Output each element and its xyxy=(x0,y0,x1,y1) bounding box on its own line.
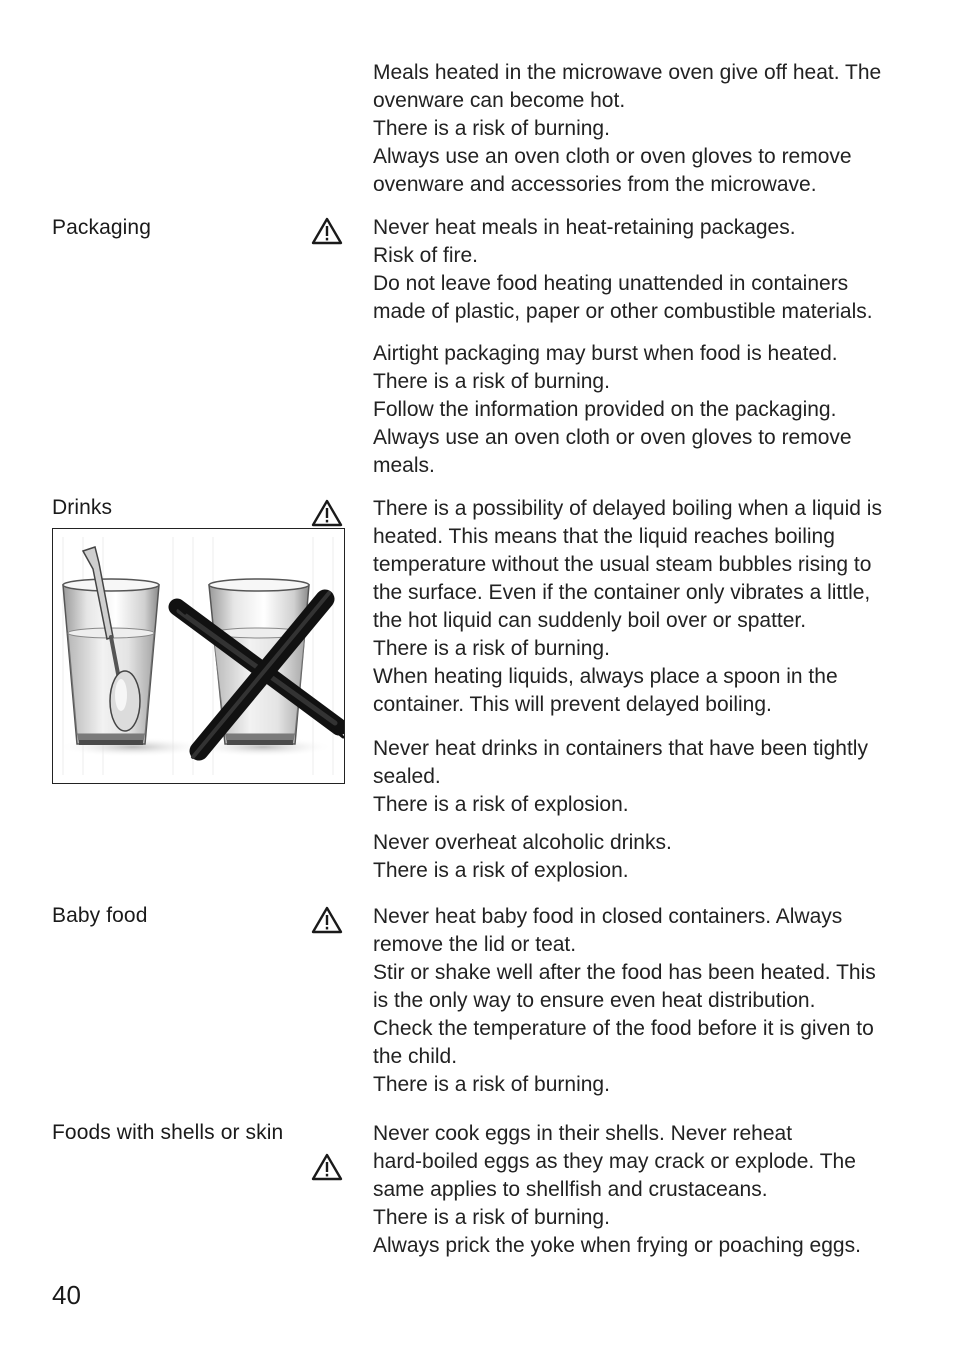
text-line: temperature without the usual steam bubbles rising to xyxy=(373,553,872,576)
page-number: 40 xyxy=(52,1280,81,1310)
intro-paragraph xyxy=(373,59,933,199)
section-label-shells-or-skin: Foods with shells or skin xyxy=(52,1121,284,1144)
text-line: heated. This means that the liquid reaches boiling xyxy=(373,525,835,548)
text-line: There is a risk of burning. xyxy=(373,117,610,140)
packaging-paragraph-2 xyxy=(373,340,933,480)
text-line: Airtight packaging may burst when food is heated. xyxy=(373,342,838,365)
glasses-illustration xyxy=(53,529,344,783)
drinks-paragraph-1 xyxy=(373,495,933,719)
warning-triangle-icon xyxy=(311,217,343,245)
warning-triangle-icon xyxy=(311,906,343,934)
text-line: Never heat drinks in containers that have been tightly xyxy=(373,737,868,760)
text-line: There is a risk of burning. xyxy=(373,1073,610,1096)
text-line: hard-boiled eggs as they may crack or explode. The xyxy=(373,1150,856,1173)
text-line: Do not leave food heating unattended in containers xyxy=(373,272,849,295)
text-line: Never cook eggs in their shells. Never reheat xyxy=(373,1122,793,1145)
text-line: There is a risk of explosion. xyxy=(373,793,629,816)
section-label-packaging: Packaging xyxy=(52,216,151,239)
shells-paragraph xyxy=(373,1120,933,1260)
warning-triangle-icon xyxy=(311,499,343,527)
packaging-paragraph-1 xyxy=(373,214,933,326)
text-line: sealed. xyxy=(373,765,441,788)
text-line: There is a risk of burning. xyxy=(373,1206,610,1229)
text-line: the surface. Even if the container only vibrates a little, xyxy=(373,581,871,604)
text-line: There is a possibility of delayed boiling when a liquid is xyxy=(373,497,882,520)
text-line: Always use an oven cloth or oven gloves to remove xyxy=(373,426,852,449)
text-line: made of plastic, paper or other combustible materials. xyxy=(373,300,873,323)
text-line: the child. xyxy=(373,1045,458,1068)
text-line: same applies to shellfish and crustaceans. xyxy=(373,1178,768,1201)
section-label-baby-food: Baby food xyxy=(52,904,148,927)
text-line: is the only way to ensure even heat distribution. xyxy=(373,989,816,1012)
text-line: the hot liquid can suddenly boil over or spatter. xyxy=(373,609,807,632)
text-line: ovenware can become hot. xyxy=(373,89,626,112)
text-line: Risk of fire. xyxy=(373,244,479,267)
text-line: There is a risk of explosion. xyxy=(373,859,629,882)
text-line: meals. xyxy=(373,454,435,477)
text-line: There is a risk of burning. xyxy=(373,370,610,393)
text-line: Never heat meals in heat-retaining packages. xyxy=(373,216,796,239)
text-line: remove the lid or teat. xyxy=(373,933,577,956)
text-line: Check the temperature of the food before it is given to xyxy=(373,1017,874,1040)
baby-food-paragraph xyxy=(373,903,933,1099)
drinks-paragraph-3 xyxy=(373,829,933,885)
text-line: There is a risk of burning. xyxy=(373,637,610,660)
text-line: Always use an oven cloth or oven gloves to remove xyxy=(373,145,852,168)
text-line: Meals heated in the microwave oven give off heat. The xyxy=(373,61,882,84)
text-line: container. This will prevent delayed boiling. xyxy=(373,693,772,716)
text-line: When heating liquids, always place a spoon in the xyxy=(373,665,838,688)
section-label-drinks: Drinks xyxy=(52,496,113,519)
text-line: Always prick the yoke when frying or poaching eggs. xyxy=(373,1234,861,1257)
text-line: Never heat baby food in closed containers. Always xyxy=(373,905,843,928)
text-line: ovenware and accessories from the microwave. xyxy=(373,173,817,196)
spoon-in-glass-illustration xyxy=(52,528,345,784)
drinks-paragraph-2 xyxy=(373,735,933,819)
text-line: Never overheat alcoholic drinks. xyxy=(373,831,672,854)
warning-triangle-icon xyxy=(311,1153,343,1181)
text-line: Stir or shake well after the food has been heated. This xyxy=(373,961,876,984)
text-line: Follow the information provided on the packaging. xyxy=(373,398,837,421)
